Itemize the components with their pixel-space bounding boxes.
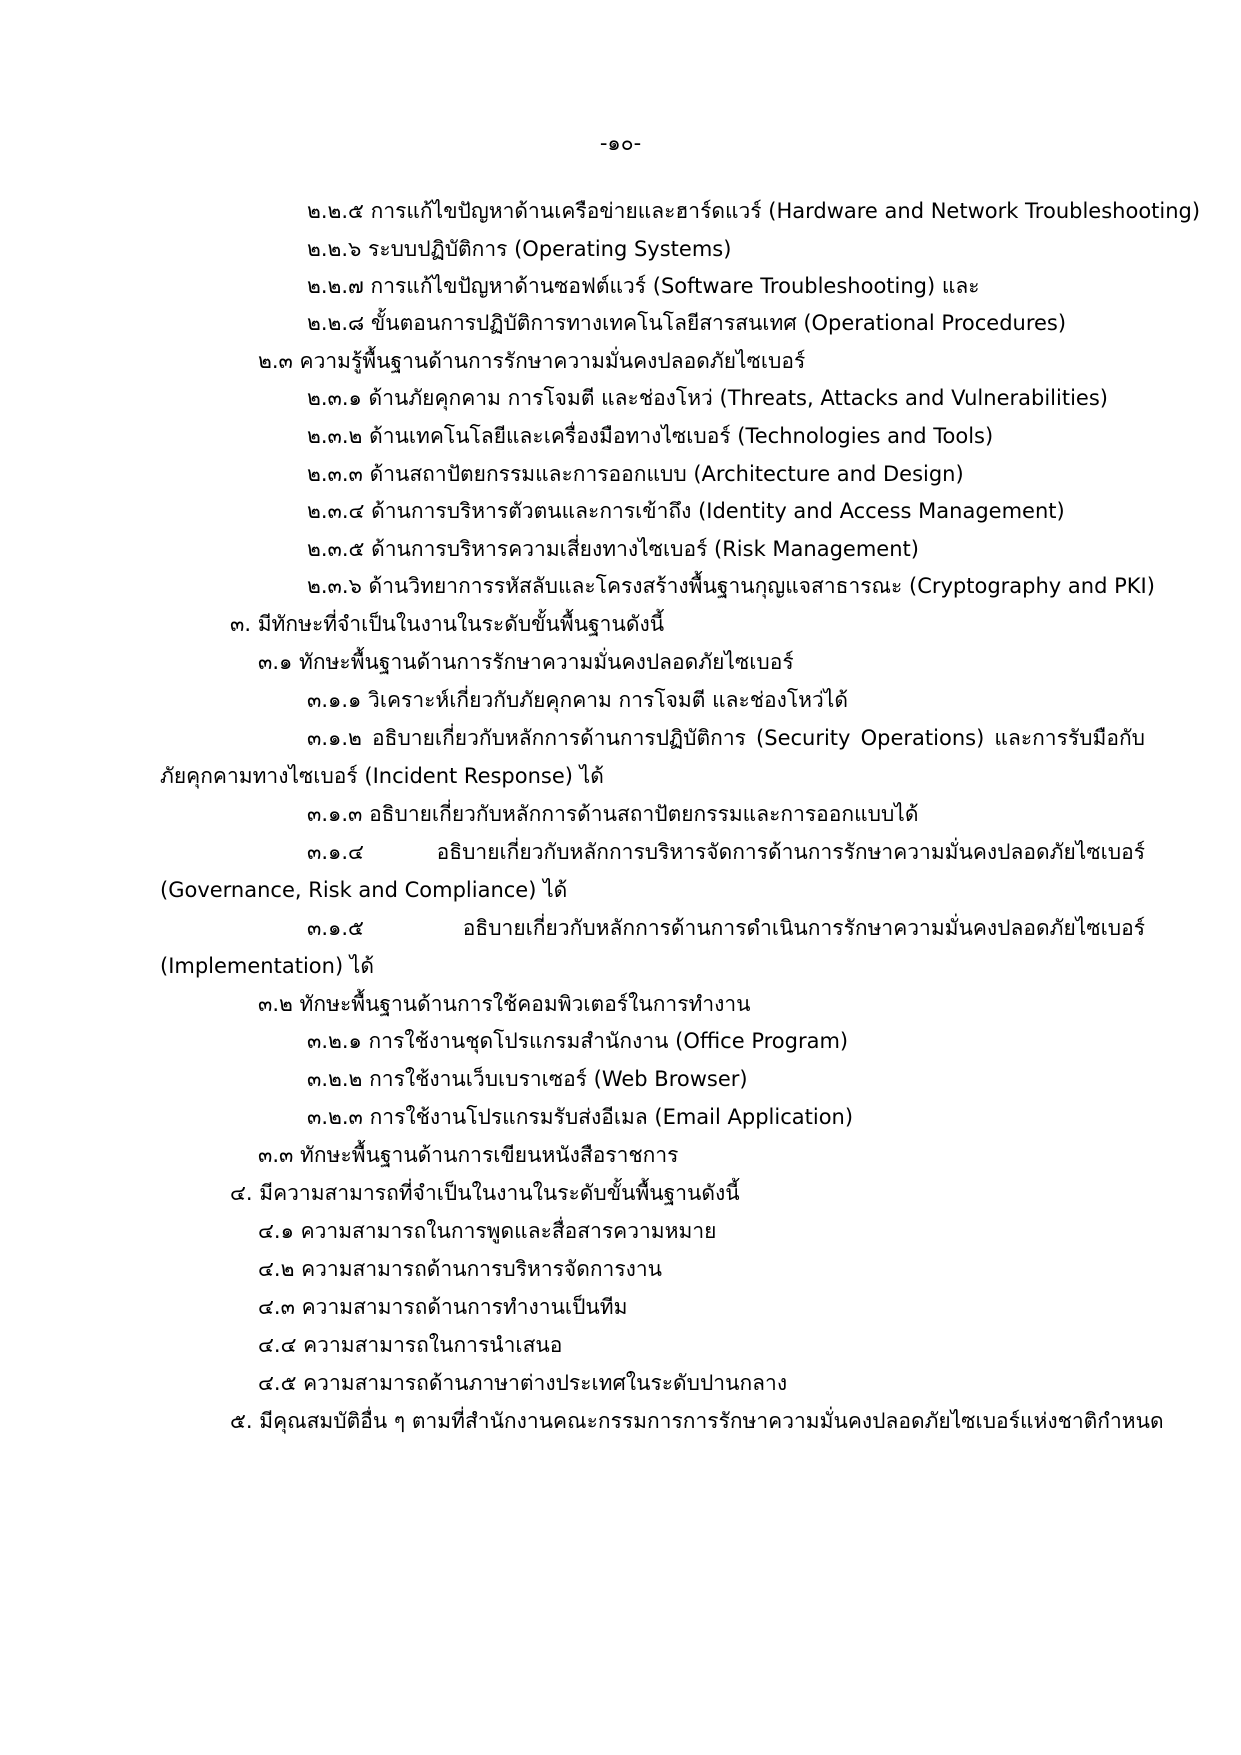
list-item-2-3-2: ๒.๓.๒ ด้านเทคโนโลยีและเครื่องมือทางไซเบอร์ (Technologies and Tools) (307, 424, 994, 448)
page-number: -๑๐- (599, 131, 642, 155)
list-item-2-3-5: ๒.๓.๕ ด้านการบริหารความเสี่ยงทางไซเบอร์ (Risk Management) (307, 537, 919, 561)
list-item-2-2-8: ๒.๒.๘ ขั้นตอนการปฏิบัติการทางเทคโนโลยีสารสนเทศ (Operational Procedures) (307, 311, 1067, 335)
list-item-3-1-2: ๓.๑.๒ อธิบายเกี่ยวกับหลักการด้านการปฏิบัติการ (Security Operations) และการรับมือกับภัยคุกคามทางไซเบอร์ (Incident Response) ได้ (160, 726, 1145, 788)
list-item-3-1-5: ๓.๑.๕ อธิบายเกี่ยวกับหลักการด้านการดำเนินการรักษาความมั่นคงปลอดภัยไซเบอร์ (Implementation) ได้ (160, 916, 1145, 978)
list-item-3-1-3: ๓.๑.๓ อธิบายเกี่ยวกับหลักการด้านสถาปัตยกรรมและการออกแบบได้ (307, 802, 919, 826)
list-item-2-2-7: ๒.๒.๗ การแก้ไขปัญหาด้านซอฟต์แวร์ (Software Troubleshooting) และ (307, 274, 980, 298)
list-item-3-1: ๓.๑ ทักษะพื้นฐานด้านการรักษาความมั่นคงปลอดภัยไซเบอร์ (258, 650, 794, 674)
list-item-2-3-1: ๒.๓.๑ ด้านภัยคุกคาม การโจมตี และช่องโหว่ (Threats, Attacks and Vulnerabilities) (307, 386, 1108, 410)
list-item-4-2: ๔.๒ ความสามารถด้านการบริหารจัดการงาน (258, 1257, 663, 1281)
list-item-4-4: ๔.๔ ความสามารถในการนำเสนอ (258, 1333, 563, 1357)
list-item-2-3: ๒.๓ ความรู้พื้นฐานด้านการรักษาความมั่นคงปลอดภัยไซเบอร์ (258, 349, 806, 373)
list-item-5: ๕. มีคุณสมบัติอื่น ๆ ตามที่สำนักงานคณะกรรมการการรักษาความมั่นคงปลอดภัยไซเบอร์แห่งชาติกำหนด (230, 1409, 1164, 1433)
list-item-3-2-3: ๓.๒.๓ การใช้งานโปรแกรมรับส่งอีเมล (Email Application) (307, 1105, 854, 1129)
list-item-2-3-6: ๒.๓.๖ ด้านวิทยาการรหัสลับและโครงสร้างพื้นฐานกุญแจสาธารณะ (Cryptography and PKI) (307, 574, 1155, 598)
list-item-3-3: ๓.๓ ทักษะพื้นฐานด้านการเขียนหนังสือราชการ (258, 1143, 679, 1167)
list-item-3-2-1: ๓.๒.๑ การใช้งานชุดโปรแกรมสำนักงาน (Office Program) (307, 1029, 849, 1053)
list-item-3-1-4: ๓.๑.๔ อธิบายเกี่ยวกับหลักการบริหารจัดการด้านการรักษาความมั่นคงปลอดภัยไซเบอร์ (Governance, Risk and Compliance) ได้ (160, 840, 1145, 902)
list-item-4: ๔. มีความสามารถที่จำเป็นในงานในระดับขั้นพื้นฐานดังนี้ (230, 1181, 740, 1205)
list-item-3-2: ๓.๒ ทักษะพื้นฐานด้านการใช้คอมพิวเตอร์ในการทำงาน (258, 992, 751, 1016)
list-item-4-5: ๔.๕ ความสามารถด้านภาษาต่างประเทศในระดับปานกลาง (258, 1371, 788, 1395)
list-item-2-2-5: ๒.๒.๕ การแก้ไขปัญหาด้านเครือข่ายและฮาร์ดแวร์ (Hardware and Network Troubleshooting) (307, 199, 1201, 223)
list-item-4-1: ๔.๑ ความสามารถในการพูดและสื่อสารความหมาย (258, 1219, 717, 1243)
list-item-2-3-3: ๒.๓.๓ ด้านสถาปัตยกรรมและการออกแบบ (Architecture and Design) (307, 462, 964, 486)
list-item-2-2-6: ๒.๒.๖ ระบบปฏิบัติการ (Operating Systems) (307, 237, 732, 261)
list-item-2-3-4: ๒.๓.๔ ด้านการบริหารตัวตนและการเข้าถึง (Identity and Access Management) (307, 499, 1065, 523)
list-item-3: ๓. มีทักษะที่จำเป็นในงานในระดับขั้นพื้นฐานดังนี้ (230, 612, 665, 636)
list-item-3-2-2: ๓.๒.๒ การใช้งานเว็บเบราเซอร์ (Web Browser) (307, 1067, 748, 1091)
list-item-4-3: ๔.๓ ความสามารถด้านการทำงานเป็นทีม (258, 1295, 628, 1319)
list-item-3-1-1: ๓.๑.๑ วิเคราะห์เกี่ยวกับภัยคุกคาม การโจมตี และช่องโหว่ได้ (307, 688, 848, 712)
